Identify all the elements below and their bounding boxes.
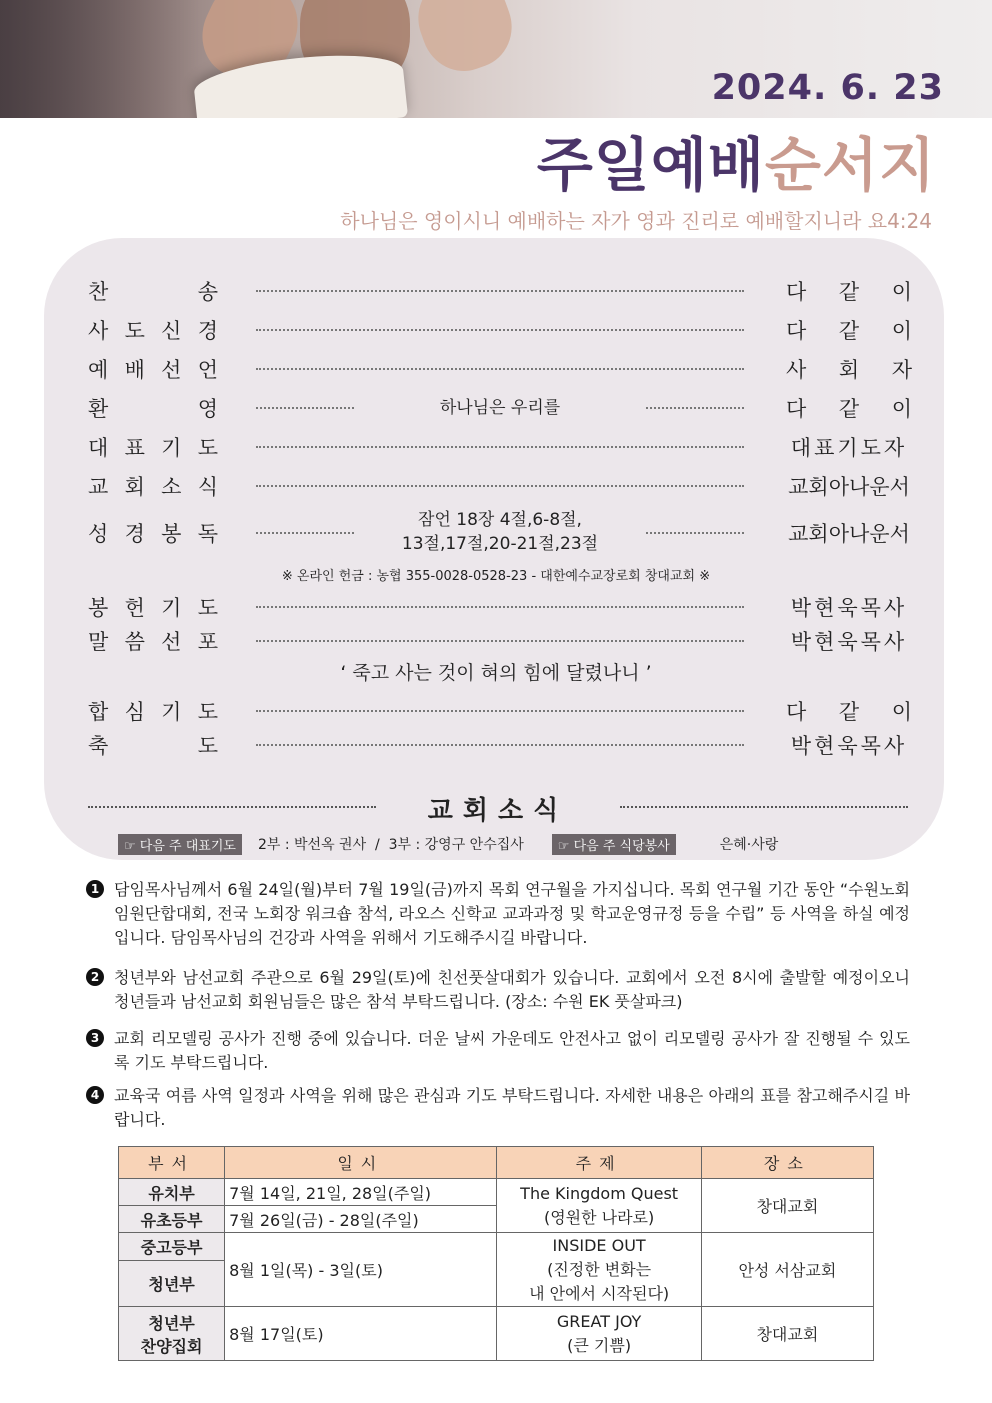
header-when: 일시 [225, 1147, 497, 1179]
table-row: 청년부 [119, 1261, 874, 1307]
order-item-leader: 다 같 이 [786, 319, 912, 343]
prayer-tag: ☞ 다음 주 대표기도 [118, 834, 242, 855]
order-item-detail: 하나님은 우리를 [439, 398, 561, 418]
order-item-leader: 다 같 이 [786, 280, 912, 304]
announcement-4: 4 교육국 여름 사역 일정과 사역을 위해 많은 관심과 기도 부탁드립니다. 자세한 내용은 아래의 표를 참고해주시길 바랍니다. [86, 1084, 910, 1132]
table-row: 유초등부 7월 26일(금) - 28일(주일) [119, 1206, 874, 1233]
announcement-3: 3 교회 리모델링 공사가 진행 중에 있습니다. 더운 날씨 가운데도 안전사고 없이 리모델링 공사가 잘 진행될 수 있도록 기도 부탁드립니다. [86, 1027, 910, 1075]
header-dept: 부서 [119, 1147, 225, 1179]
announcement-1: 1 담임목사님께서 6월 24일(월)부터 7월 19일(금)까지 목회 연구월을 가지십니다. 목회 연구월 기간 동안 “수원노회 임원단합대회, 전국 노회장 워크숍 참석, 라오스 신학교 교과과정 및 학교운영규정 등을 수립” 등 사역을 하실 예정입니다. 담임목사님의 건강과 사역을 위해서 기도해주시길 바랍니다. [86, 878, 910, 950]
order-item [88, 592, 912, 622]
order-item-leader: 교회아나운서 [788, 475, 910, 499]
announcement-2: 2 청년부와 남선교회 주관으로 6월 29일(토)에 친선풋살대회가 있습니다. 교회에서 오전 8시에 출발할 예정이오니 청년들과 남선교회 회원님들은 많은 참석 부탁드립니다. (장소: 수원 EK 풋살파크) [86, 966, 910, 1014]
table-row: 청년부 찬양집회 8월 17일(토) GREAT JOY (큰 기쁨) 창대교회 [119, 1307, 874, 1361]
table-header-row [119, 1147, 874, 1179]
order-item-name: 환 영 [88, 397, 218, 421]
header-theme: 주제 [497, 1147, 701, 1179]
order-item-leader: 다 같 이 [786, 397, 912, 421]
order-item [88, 354, 912, 384]
order-item-leader: 박현욱목사 [790, 630, 908, 654]
sermon-title: ‘ 죽고 사는 것이 혀의 힘에 달렸나니 ’ [340, 662, 652, 684]
order-item [88, 626, 912, 656]
order-item [88, 696, 912, 726]
order-item [88, 510, 912, 554]
header-verse: 하나님은 영이시니 예배하는 자가 영과 진리로 예배할지니라 요4:24 [340, 209, 932, 233]
order-item [88, 276, 912, 306]
order-item-name: 축 도 [88, 734, 218, 758]
order-item-leader: 교회아나운서 [788, 522, 910, 546]
summer-schedule-table [118, 1146, 874, 1361]
next-week-duty [118, 833, 778, 855]
table-row: 중고등부 8월 1일(목) - 3일(토) INSIDE OUT (진정한 변화는 내 안에서 시작된다) 안성 서삼교회 [119, 1233, 874, 1261]
header-place: 장소 [701, 1147, 873, 1179]
order-item-detail: 잠언 18장 4절,6-8절, 13절,17절,20-21절,23절 [401, 510, 599, 554]
order-item-leader: 다 같 이 [786, 700, 912, 724]
news-heading: 교회소식 [88, 790, 908, 824]
order-item-leader: 대표기도자 [790, 436, 908, 460]
meal-assignees: 은혜·사랑 [719, 837, 779, 853]
order-item [88, 393, 912, 423]
table-row: 유치부 7월 14일, 21일, 28일(주일) The Kingdom Quest (영원한 나라로) 창대교회 [119, 1179, 874, 1206]
order-item-leader: 박현욱목사 [790, 596, 908, 620]
order-item [88, 315, 912, 345]
order-item-leader: 박현욱목사 [790, 734, 908, 758]
order-item-leader: 사 회 자 [786, 358, 912, 382]
order-item-name: 교 회 소 식 [88, 475, 218, 499]
order-item [88, 471, 912, 501]
order-item-name: 합 심 기 도 [88, 700, 218, 724]
prayer-assignees: 2부 : 박선옥 권사 / 3부 : 강영구 안수집사 [257, 837, 524, 853]
meal-tag: ☞ 다음 주 식당봉사 [552, 834, 676, 855]
bulletin-date: 2024. 6. 23 [711, 68, 944, 108]
order-item-name: 말 씀 선 포 [88, 630, 218, 654]
online-offering-notice: ※ 온라인 헌금 : 농협 355-0028-0528-23 - 대한예수교장로회 창대교회 ※ [281, 569, 711, 584]
order-item-name: 대 표 기 도 [88, 436, 218, 460]
order-item [88, 730, 912, 760]
order-item-name: 찬 송 [88, 280, 218, 304]
order-item-name: 사 도 신 경 [88, 319, 218, 343]
bulletin-title: 주일예배순서지 [536, 131, 936, 199]
order-item [88, 432, 912, 462]
order-item-name: 봉 헌 기 도 [88, 596, 218, 620]
order-item-name: 예 배 선 언 [88, 358, 218, 382]
order-item-name: 성 경 봉 독 [88, 522, 218, 546]
